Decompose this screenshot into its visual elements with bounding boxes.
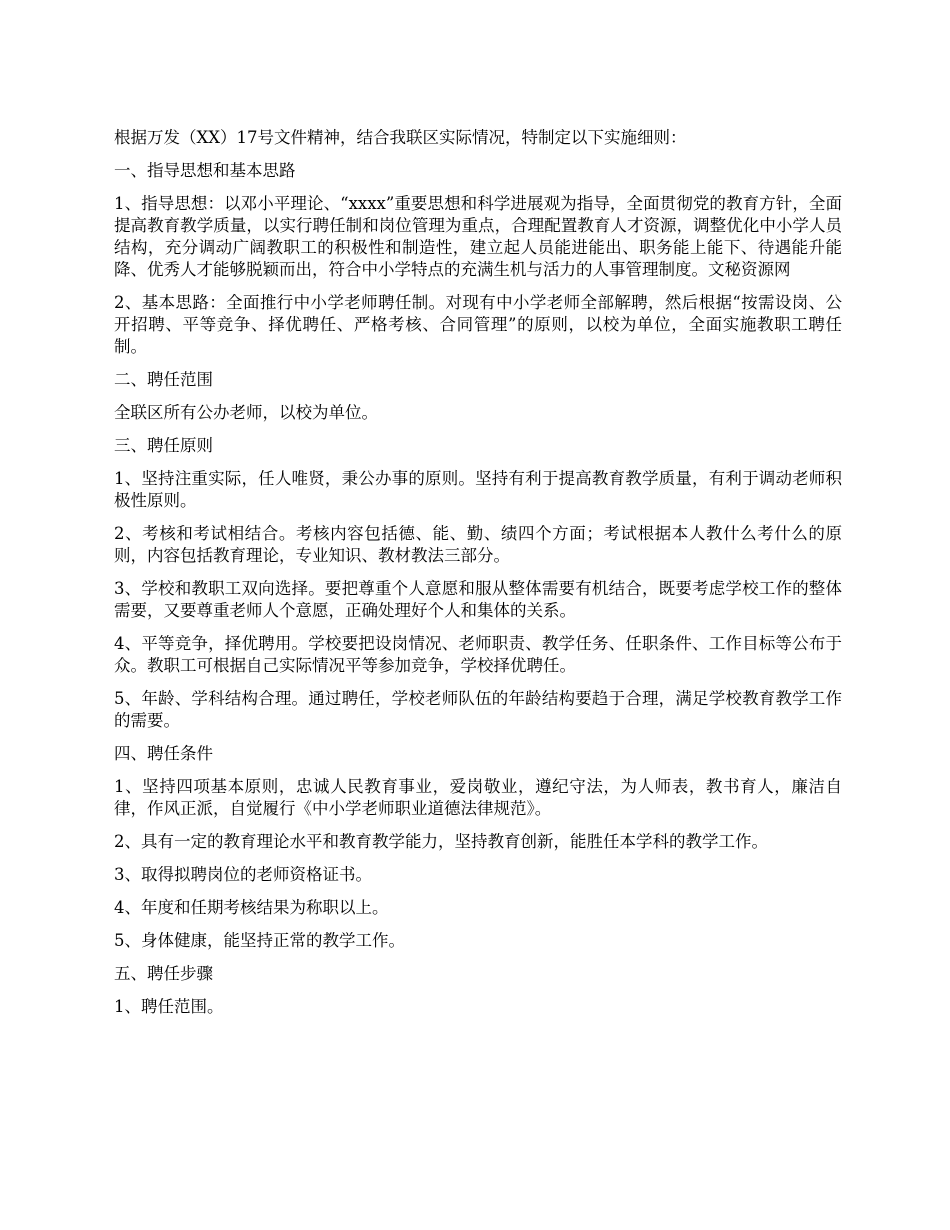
paragraph: 4、平等竞争，择优聘用。学校要把设岗情况、老师职责、教学任务、任职条件、工作目标等公布于众。教职工可根据自己实际情况平等参加竞争，学校择优聘任。 [114, 634, 842, 675]
section-heading: 二、聘任范围 [114, 370, 213, 389]
paragraph: 3、学校和教职工双向选择。要把尊重个人意愿和服从整体需要有机结合，既要考虑学校工作的整体需要，又要尊重老师人个意愿，正确处理好个人和集体的关系。 [114, 579, 842, 620]
paragraph: 3、取得拟聘岗位的老师资格证书。 [114, 865, 372, 884]
paragraph: 1、坚持注重实际，任人唯贤，秉公办事的原则。坚持有利于提高教育教学质量，有利于调动老师积极性原则。 [114, 469, 842, 510]
paragraph: 2、具有一定的教育理论水平和教育教学能力，坚持教育创新，能胜任本学科的教学工作。 [114, 832, 768, 851]
paragraph: 1、指导思想：以邓小平理论、“xxxx”重要思想和科学进展观为指导，全面贯彻党的教育方针，全面提高教育教学质量，以实行聘任制和岗位管理为重点，合理配置教育人才资源，调整优化中小学人员结构，充分调动广阔教职工的积极性和制造性，建立起人员能进能出、职务能上能下、待遇能升能降、优秀人才能够脱颖而出，符合中小学特点的充满生机与活力的人事管理制度。文秘资源网 [114, 194, 842, 279]
paragraph: 4、年度和任期考核结果为称职以上。 [114, 898, 389, 917]
section-heading: 四、聘任条件 [114, 744, 213, 763]
paragraph: 2、考核和考试相结合。考核内容包括德、能、勤、绩四个方面；考试根据本人教什么考什么的原则，内容包括教育理论，专业知识、教材教法三部分。 [114, 524, 842, 565]
paragraph: 全联区所有公办老师，以校为单位。 [114, 403, 378, 422]
paragraph: 1、坚持四项基本原则，忠诚人民教育事业，爱岗敬业，遵纪守法，为人师表，教书育人，廉洁自律，作风正派，自觉履行《中小学老师职业道德法律规范》。 [114, 777, 842, 818]
paragraph: 2、基本思路：全面推行中小学老师聘任制。对现有中小学老师全部解聘，然后根据“按需设岗、公开招聘、平等竞争、择优聘任、严格考核、合同管理”的原则，以校为单位，全面实施教职工聘任制。 [114, 293, 842, 356]
section-heading: 一、指导思想和基本思路 [114, 161, 296, 180]
paragraph: 5、身体健康，能坚持正常的教学工作。 [114, 931, 405, 950]
document-page [114, 127, 842, 1029]
section-heading: 五、聘任步骤 [114, 964, 213, 983]
paragraph: 5、年龄、学科结构合理。通过聘任，学校老师队伍的年龄结构要趋于合理，满足学校教育教学工作的需要。 [114, 689, 842, 730]
intro-paragraph: 根据万发（XX）17号文件精神，结合我联区实际情况，特制定以下实施细则： [114, 128, 687, 147]
section-heading: 三、聘任原则 [114, 436, 213, 455]
paragraph: 1、聘任范围。 [114, 997, 224, 1016]
